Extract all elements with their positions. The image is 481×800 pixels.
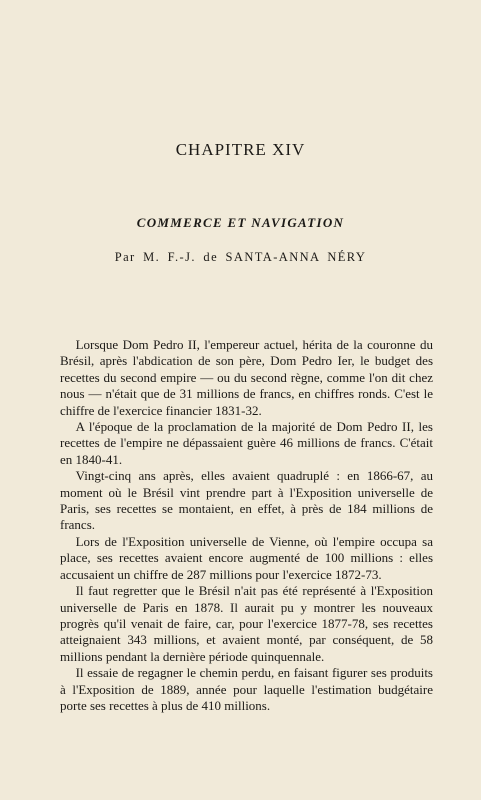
paragraph: Il faut regretter que le Brésil n'ait pas été représenté à l'Exposition universelle de Paris en 1878. Il aurait pu y montrer les nouveaux progrès qu'il venait de faire, car, pour l'exercice 1877-78, ses recettes atteignaient 343 millions, et avaient monté, par conséquent, de 58 millions pendant la dernière période quinquennale. (60, 583, 433, 664)
body-text (60, 337, 433, 714)
paragraph: Il essaie de regagner le chemin perdu, en faisant figurer ses produits à l'Exposition de 1889, année pour laquelle l'estimation budgétaire porte ses recettes à plus de 410 millions. (60, 665, 433, 713)
chapter-heading: CHAPITRE XIV (175, 140, 306, 159)
paragraph: Lorsque Dom Pedro II, l'empereur actuel, hérita de la couronne du Brésil, après l'abdication de son père, Dom Pedro Ier, le budget des recettes du second empire — ou du second règne, comme l'on dit chez nous — n'était que de 31 millions de francs, en chiffres ronds. C'est le chiffre de l'exercice financier 1831-32. (60, 337, 433, 418)
author-byline: Par M. F.-J. de SANTA-ANNA NÉRY (114, 250, 367, 264)
section-title: COMMERCE ET NAVIGATION (136, 215, 345, 230)
paragraph: Lors de l'Exposition universelle de Vienne, où l'empire occupa sa place, ses recettes avaient encore augmenté de 100 millions : elles accusaient un chiffre de 287 millions pour l'exercice 1872-73. (60, 533, 433, 582)
paragraph: A l'époque de la proclamation de la majorité de Dom Pedro II, les recettes de l'empire ne dépassaient guère 46 millions de francs. C'était en 1840-41. (60, 419, 433, 467)
paragraph: Vingt-cinq ans après, elles avaient quadruplé : en 1866-67, au moment où le Brésil vint prendre part à l'Exposition universelle de Paris, ses recettes se montaient, en effet, à près de 184 millions de francs. (60, 468, 433, 533)
